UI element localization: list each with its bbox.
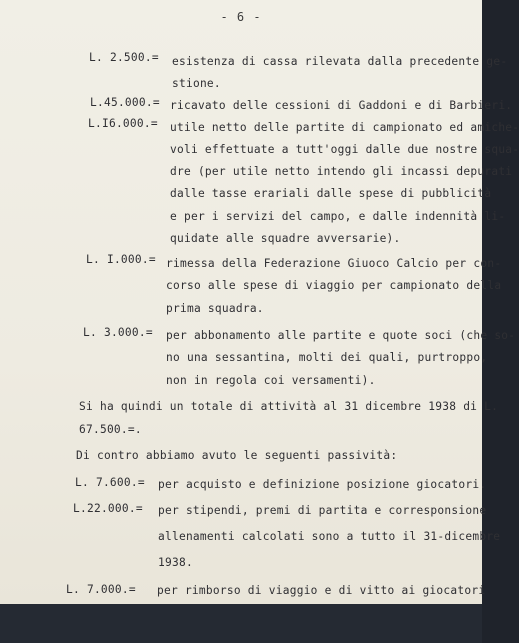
- text-line: per abbonamento alle partite e quote soci (che so-: [166, 329, 516, 342]
- background-surface: [0, 604, 482, 643]
- text-line: e per i servizi del campo, e dalle indennità li-: [170, 210, 506, 223]
- amount-player-sales: L.45.000.=: [90, 96, 160, 109]
- text-line: quidate alle squadre avversarie).: [170, 232, 401, 245]
- amount-federation-refund: L. I.000.=: [86, 253, 156, 266]
- amount-travel-refund: L. 7.000.=: [66, 583, 136, 596]
- text-line: stione.: [172, 77, 221, 90]
- assets-total-amount: 67.500.=.: [79, 423, 142, 436]
- text-line: utile netto delle partite di campionato ed amiche-: [170, 121, 519, 134]
- text-line: voli effettuate a tutt'oggi dalle due nostre squa-: [170, 143, 519, 156]
- text-line: corso alle spese di viaggio per campionato della: [166, 279, 502, 292]
- text-line: per rimborso di viaggio e di vitto ai giocatori: [157, 584, 486, 597]
- text-line: non in regola coi versamenti).: [166, 374, 376, 387]
- text-line: dre (per utile netto intendo gli incassi depurati: [170, 165, 513, 178]
- page-number: - 6 -: [220, 10, 262, 24]
- liabilities-intro: Di contro abbiamo avuto le seguenti passività:: [76, 449, 398, 462]
- text-line: per stipendi, premi di partita e corresponsione: [158, 504, 487, 517]
- text-line: 1938.: [158, 556, 193, 569]
- amount-subscriptions: L. 3.000.=: [83, 326, 153, 339]
- amount-match-profit: L.I6.000.=: [88, 117, 158, 130]
- text-line: prima squadra.: [166, 302, 264, 315]
- text-line: no una sessantina, molti dei quali, purtroppo,: [166, 351, 488, 364]
- text-line: esistenza di cassa rilevata dalla precedente ge-: [172, 55, 508, 68]
- assets-total-sentence: Si ha quindi un totale di attività al 31 dicembre 1938 di L.: [79, 400, 499, 413]
- amount-salaries: L.22.000.=: [73, 502, 143, 515]
- amount-player-purchase: L. 7.600.=: [75, 476, 145, 489]
- amount-cash-balance: L. 2.500.=: [89, 51, 159, 64]
- text-line: dalle tasse erariali dalle spese di pubblicità: [170, 187, 492, 200]
- text-line: allenamenti calcolati sono a tutto il 31-dicembre: [158, 530, 501, 543]
- text-line: rimessa della Federazione Giuoco Calcio per con-: [166, 257, 502, 270]
- text-line: per acquisto e definizione posizione giocatori.: [158, 478, 487, 491]
- text-line: ricavato delle cessioni di Gaddoni e di Barbieri.: [170, 99, 513, 112]
